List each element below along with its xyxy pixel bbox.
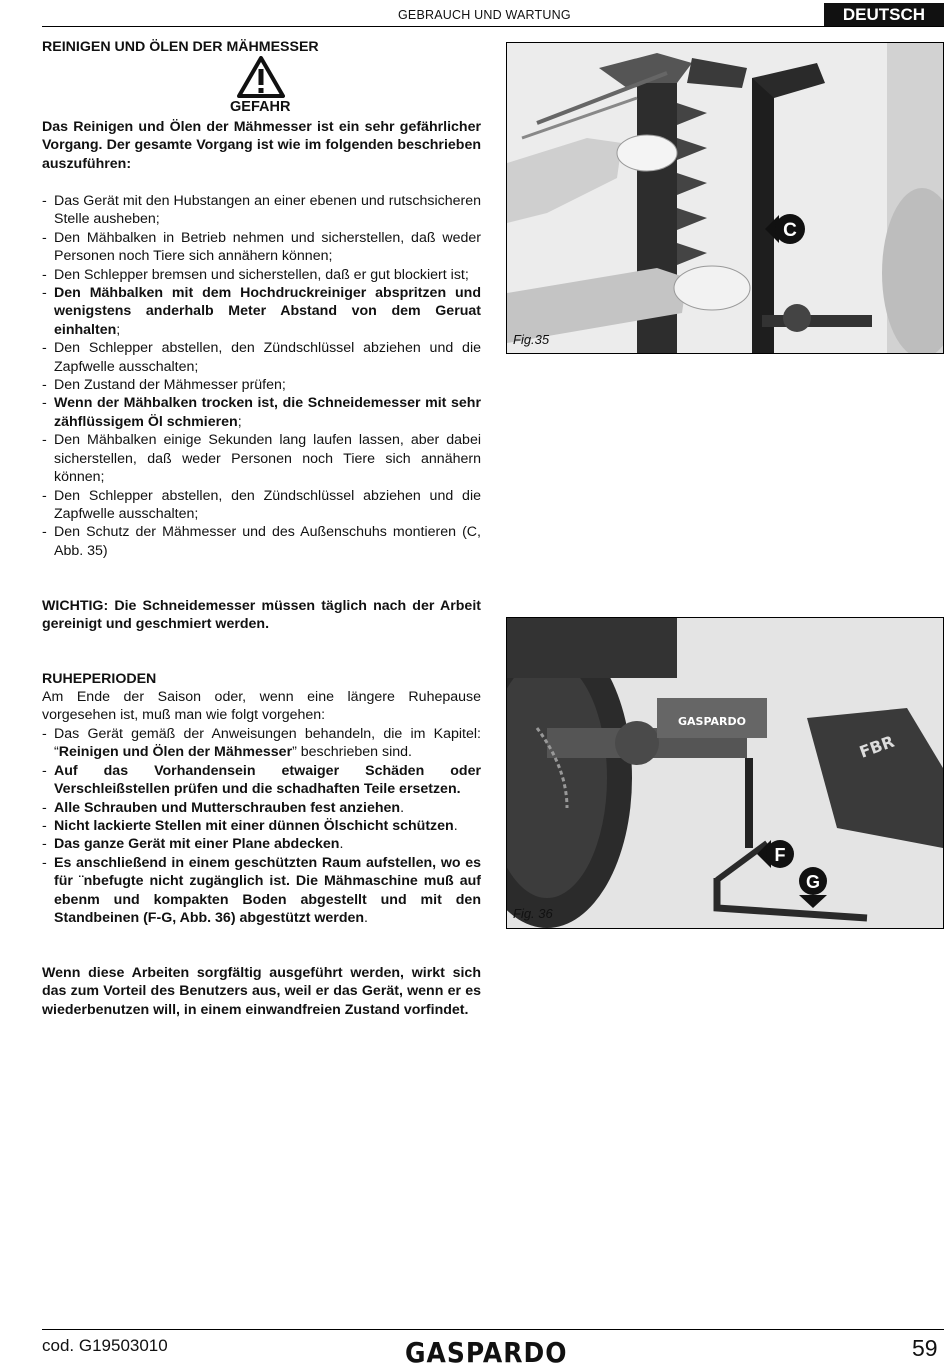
- figure-36-caption: Fig. 36: [513, 906, 553, 921]
- list-item: - Den Schlepper bremsen und sicherstellen, daß er gut blockiert ist;: [42, 266, 481, 284]
- figure-35: [506, 42, 944, 354]
- cleaning-title: REINIGEN UND ÖLEN DER MÄHMESSER: [42, 39, 319, 55]
- list-item: - Den Schlepper abstellen, den Zündschlüssel abziehen und die Zapfwelle ausschalten;: [42, 339, 481, 376]
- svg-text:F: F: [774, 845, 786, 865]
- footer-brand-logo: GASPARDO: [405, 1336, 568, 1369]
- figure-36-model-label: FBR: [856, 731, 897, 762]
- list-item: - Alle Schrauben und Mutterschrauben fest anziehen.: [42, 799, 481, 817]
- figure-36-brand-label: GASPARDO: [678, 715, 746, 728]
- list-item: - Wenn der Mähbalken trocken ist, die Schneidemesser mit sehr zähflüssigem Öl schmieren;: [42, 394, 481, 431]
- closing-note: Wenn diese Arbeiten sorgfältig ausgeführt werden, wirkt sich das zum Vorteil des Benutzers aus, weil er das Gerät, wenn er es wiederbenutzen will, in einem einwandfreien Zustand vorfindet.: [42, 965, 481, 1018]
- footer-divider: [42, 1329, 944, 1330]
- list-item: - Den Mähbalken einige Sekunden lang laufen lassen, aber dabei sicherstellen, daß weder Personen noch Tiere sich annähern können;: [42, 431, 481, 486]
- list-item: - Nicht lackierte Stellen mit einer dünnen Ölschicht schützen.: [42, 817, 481, 835]
- list-item: - Den Schutz der Mähmesser und des Außenschuhs montieren (C, Abb. 35): [42, 523, 481, 560]
- svg-text:G: G: [805, 872, 821, 892]
- header-section-title: GEBRAUCH UND WARTUNG: [398, 8, 571, 22]
- list-item: - Das Gerät gemäß der Anweisungen behandeln, die im Kapitel: “Reinigen und Ölen der Mähmesser” beschrieben sind.: [42, 725, 481, 762]
- list-item: - Den Schlepper abstellen, den Zündschlüssel abziehen und die Zapfwelle ausschalten;: [42, 487, 481, 524]
- list-item: - Das ganze Gerät mit einer Plane abdecken.: [42, 835, 481, 853]
- figure-36-illustration: [507, 618, 943, 928]
- svg-text:C: C: [783, 220, 797, 241]
- figure-35-caption: Fig.35: [513, 332, 550, 347]
- rest-title: RUHEPERIODEN: [42, 671, 157, 687]
- warning-label: GEFAHR: [230, 99, 291, 115]
- rest-steps: [42, 725, 481, 927]
- list-item: - Den Zustand der Mähmesser prüfen;: [42, 376, 481, 394]
- list-item: - Es anschließend in einem geschützten Raum aufstellen, wo es für ¨nbefugte nicht zugänglich ist. Die Mähmaschine muß auf ebenm und kompakten Boden abgestellt und mit den Standbeinen (F-G, Abb. 36) abgestützt werden.: [42, 854, 481, 928]
- cleaning-steps: [42, 192, 481, 560]
- important-note: WICHTIG: Die Schneidemesser müssen täglich nach der Arbeit gereinigt und geschmiert werden.: [42, 598, 481, 633]
- figure-35-illustration: [507, 43, 943, 353]
- rest-intro: Am Ende der Saison oder, wenn eine längere Ruhepause vorgesehen ist, muß man wie folgt vorgehen:: [42, 689, 481, 724]
- list-item: - Den Mähbalken in Betrieb nehmen und sicherstellen, daß weder Personen noch Tiere sich annähern können;: [42, 229, 481, 266]
- list-item: - Das Gerät mit den Hubstangen an einer ebenen und rutschsicheren Stelle ausheben;: [42, 192, 481, 229]
- warning-text: Das Reinigen und Ölen der Mähmesser ist ein sehr gefährlicher Vorgang. Der gesamte Vorgang ist wie im folgenden beschrieben auszuführen:: [42, 119, 481, 172]
- list-item: - Den Mähbalken mit dem Hochdruckreiniger abspritzen und wenigstens anderhalb Meter Abstand von dem Geruat einhalten;: [42, 284, 481, 339]
- footer-page-number: 59: [912, 1335, 938, 1361]
- list-item: - Auf das Vorhandensein etwaiger Schäden oder Verschleißstellen prüfen und die schadhaften Teile ersetzen.: [42, 762, 481, 799]
- warning-triangle-icon: [237, 56, 285, 98]
- figure-36: [506, 617, 944, 929]
- footer-document-code: cod. G19503010: [42, 1336, 168, 1355]
- language-tab: DEUTSCH: [824, 3, 944, 27]
- header-divider: [42, 26, 944, 27]
